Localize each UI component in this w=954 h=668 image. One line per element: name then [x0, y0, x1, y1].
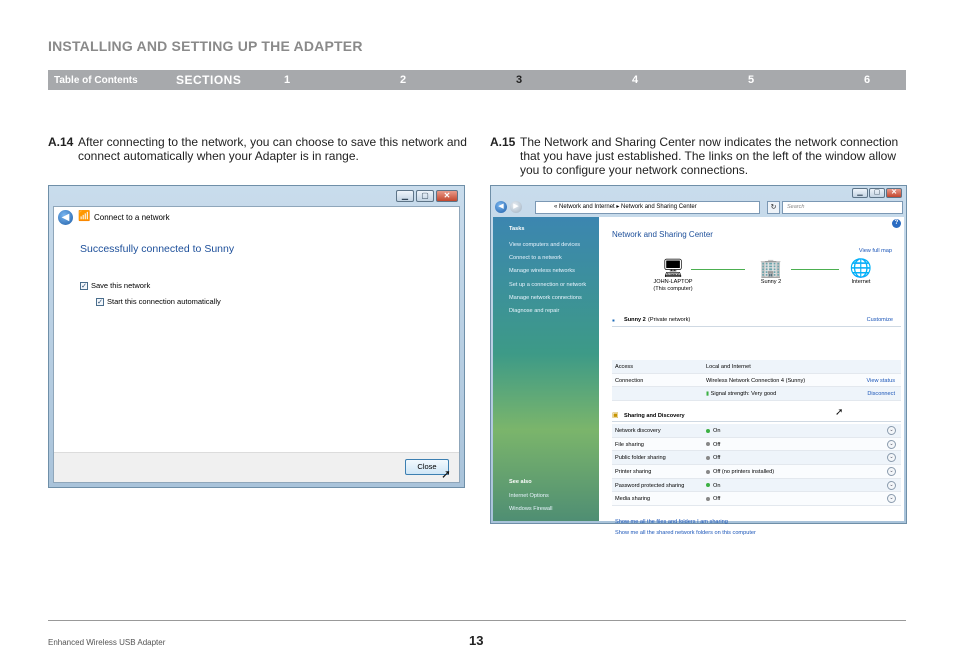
window-controls	[852, 188, 902, 198]
map-connector-line	[691, 269, 745, 270]
status-text: On	[713, 482, 721, 489]
section-link-4[interactable]: 4	[632, 74, 639, 86]
refresh-icon[interactable]: ↻	[767, 201, 780, 214]
sharing-settings	[612, 424, 901, 506]
close-icon[interactable]: ✕	[886, 188, 902, 198]
view-full-map-link[interactable]: View full map	[858, 248, 892, 254]
search-input[interactable]: Search	[782, 201, 903, 214]
row-value	[706, 442, 720, 448]
row-key: File sharing	[615, 441, 644, 448]
mouse-pointer-icon: ➚	[440, 467, 451, 481]
address-row	[495, 200, 902, 215]
maximize-icon[interactable]: ▢	[869, 188, 885, 198]
auto-connect-checkbox[interactable]	[96, 297, 221, 306]
window-controls	[396, 190, 458, 202]
chevron-down-icon[interactable]: ⌄	[887, 440, 896, 449]
page-number: 13	[469, 633, 484, 648]
show-shared-folders-link[interactable]: Show me all the shared network folders on this computer	[615, 529, 756, 536]
close-button[interactable]: Close	[405, 459, 449, 475]
row-value	[706, 469, 774, 475]
computer-subtitle: (This computer)	[653, 286, 693, 292]
table-row	[612, 387, 901, 401]
table-row	[612, 465, 901, 479]
see-also-heading: See also	[509, 479, 532, 485]
status-off-icon	[706, 497, 710, 501]
signal-bars-icon: ▮	[706, 391, 710, 398]
network-type: (Private network)	[648, 317, 691, 323]
signal-strength	[706, 391, 776, 397]
chevron-down-icon[interactable]: ⌄	[887, 467, 896, 476]
chevron-down-icon[interactable]: ⌄	[887, 426, 896, 435]
page-header-title: INSTALLING AND SETTING UP THE ADAPTER	[48, 38, 363, 54]
checkbox-label: Start this connection automatically	[107, 297, 221, 306]
checkmark-icon[interactable]: ✓	[81, 282, 87, 290]
status-text: Off (no printers installed)	[713, 469, 775, 476]
sidebar-item-manage-wireless[interactable]: Manage wireless networks	[509, 268, 575, 275]
table-of-contents-link[interactable]: Table of Contents	[54, 75, 138, 86]
table-row	[612, 360, 901, 374]
row-key: Public folder sharing	[615, 455, 666, 462]
row-key: Media sharing	[615, 496, 651, 503]
chevron-down-icon[interactable]: ⌄	[887, 494, 896, 503]
network-name: Sunny 2	[760, 279, 782, 285]
status-text: Off	[713, 441, 721, 448]
sidebar-item-firewall[interactable]: Windows Firewall	[509, 506, 553, 513]
signal-strength-text: Signal strength: Very good	[710, 391, 777, 398]
section-navbar	[48, 70, 906, 90]
back-arrow-icon[interactable]: ◀	[58, 210, 73, 225]
row-value	[706, 455, 720, 461]
task-sidebar	[493, 217, 599, 521]
network-name: Sunny 2	[624, 317, 646, 323]
status-on-icon	[706, 483, 710, 487]
table-row	[612, 492, 901, 506]
sidebar-item-setup-connection[interactable]: Set up a connection or network	[509, 281, 587, 288]
row-value	[706, 496, 720, 502]
sharing-center-main	[599, 217, 904, 536]
sidebar-item-connect[interactable]: Connect to a network	[509, 255, 562, 262]
tasks-heading: Tasks	[509, 226, 525, 232]
row-value	[706, 483, 720, 489]
dialog-title: Connect to a network	[94, 213, 170, 222]
window-body	[493, 217, 904, 536]
globe-icon: 🌐	[849, 258, 873, 278]
status-off-icon	[706, 456, 710, 460]
network-sharing-center-window	[490, 185, 907, 536]
disconnect-link[interactable]: Disconnect	[867, 391, 895, 398]
map-computer-node	[643, 257, 703, 293]
computer-icon: 🖥	[661, 258, 685, 278]
network-icon: 🏢	[759, 258, 783, 278]
address-bar[interactable]: « Network and Internet ▸ Network and Sharing Center	[535, 201, 760, 214]
connection-details	[612, 360, 901, 401]
map-internet-node	[831, 257, 891, 286]
step-number: A.14	[48, 135, 74, 149]
row-key: Connection	[615, 377, 644, 384]
sidebar-item-view-computers[interactable]: View computers and devices	[509, 242, 581, 248]
caption-a14	[48, 135, 468, 163]
step-text: The Network and Sharing Center now indicates the network connection that you have just established. The links on the left of the window allow you to configure your network connections.	[520, 135, 899, 177]
table-row	[612, 438, 901, 452]
connect-network-window	[48, 185, 465, 488]
table-row	[612, 374, 901, 388]
minimize-icon[interactable]: ▁	[852, 188, 868, 198]
mouse-pointer-icon: ➚	[835, 407, 844, 418]
maximize-icon[interactable]: ▢	[416, 190, 434, 202]
row-key: Password protected sharing	[615, 482, 685, 489]
section-link-3[interactable]: 3	[516, 74, 523, 86]
network-bench-icon: ▪	[612, 316, 615, 325]
checkbox-label: Save this network	[91, 281, 151, 290]
table-row	[612, 424, 901, 438]
footer-divider	[48, 620, 906, 621]
sharing-links	[615, 517, 756, 538]
back-arrow-icon[interactable]: ◀	[495, 201, 507, 213]
show-shared-files-link[interactable]: Show me all the files and folders I am sharing	[615, 519, 728, 525]
checkmark-icon[interactable]: ✓	[97, 298, 103, 306]
section-link-1[interactable]: 1	[284, 74, 291, 86]
page-title: Network and Sharing Center	[612, 230, 713, 239]
sidebar-item-internet-options[interactable]: Internet Options	[509, 493, 549, 499]
status-off-icon	[706, 470, 710, 474]
status-on-icon	[706, 429, 710, 433]
sidebar-item-diagnose[interactable]: Diagnose and repair	[509, 307, 560, 314]
minimize-icon[interactable]: ▁	[396, 190, 414, 202]
section-link-2[interactable]: 2	[400, 74, 407, 86]
row-value: Wireless Network Connection 4 (Sunny)	[706, 377, 806, 384]
status-text: On	[713, 428, 721, 434]
chevron-down-icon[interactable]: ⌄	[887, 453, 896, 462]
footer-product-name: Enhanced Wireless USB Adapter	[48, 638, 166, 647]
step-number: A.15	[490, 135, 516, 149]
sharing-icon: ▣	[612, 412, 619, 419]
computer-name: JOHN-LAPTOP	[653, 279, 693, 285]
success-message: Successfully connected to Sunny	[80, 243, 235, 255]
sharing-title: Sharing and Discovery	[624, 413, 685, 419]
map-network-node	[741, 257, 801, 286]
status-off-icon	[706, 442, 710, 446]
network-icon: 📶	[78, 211, 91, 222]
row-key: Access	[615, 364, 634, 370]
internet-label: Internet	[851, 279, 871, 285]
dialog-content	[53, 206, 460, 483]
status-text: Off	[713, 496, 721, 503]
sharing-discovery-header	[612, 410, 901, 422]
table-row	[612, 451, 901, 465]
save-network-checkbox[interactable]	[80, 281, 150, 290]
caption-a15	[490, 135, 906, 177]
sidebar-item-manage-connections[interactable]: Manage network connections	[509, 294, 582, 301]
row-value	[706, 428, 720, 434]
forward-arrow-icon[interactable]: ▶	[510, 201, 522, 213]
row-key: Printer sharing	[615, 469, 652, 476]
customize-link[interactable]: Customize	[866, 317, 893, 323]
table-row	[612, 479, 901, 493]
help-icon[interactable]: ?	[892, 219, 901, 228]
network-header	[612, 315, 901, 327]
row-key: Network discovery	[615, 428, 661, 434]
chevron-down-icon[interactable]: ⌄	[887, 481, 896, 490]
step-text: After connecting to the network, you can choose to save this network and connect automatically when your Adapter is in range.	[78, 135, 467, 163]
section-link-6[interactable]: 6	[864, 74, 871, 86]
close-icon[interactable]: ✕	[436, 190, 458, 202]
view-status-link[interactable]: View status	[866, 377, 895, 384]
sections-label: SECTIONS	[176, 73, 242, 87]
dialog-footer	[54, 452, 459, 482]
row-value: Local and Internet	[706, 364, 751, 370]
status-text: Off	[713, 455, 721, 462]
section-link-5[interactable]: 5	[748, 74, 755, 86]
